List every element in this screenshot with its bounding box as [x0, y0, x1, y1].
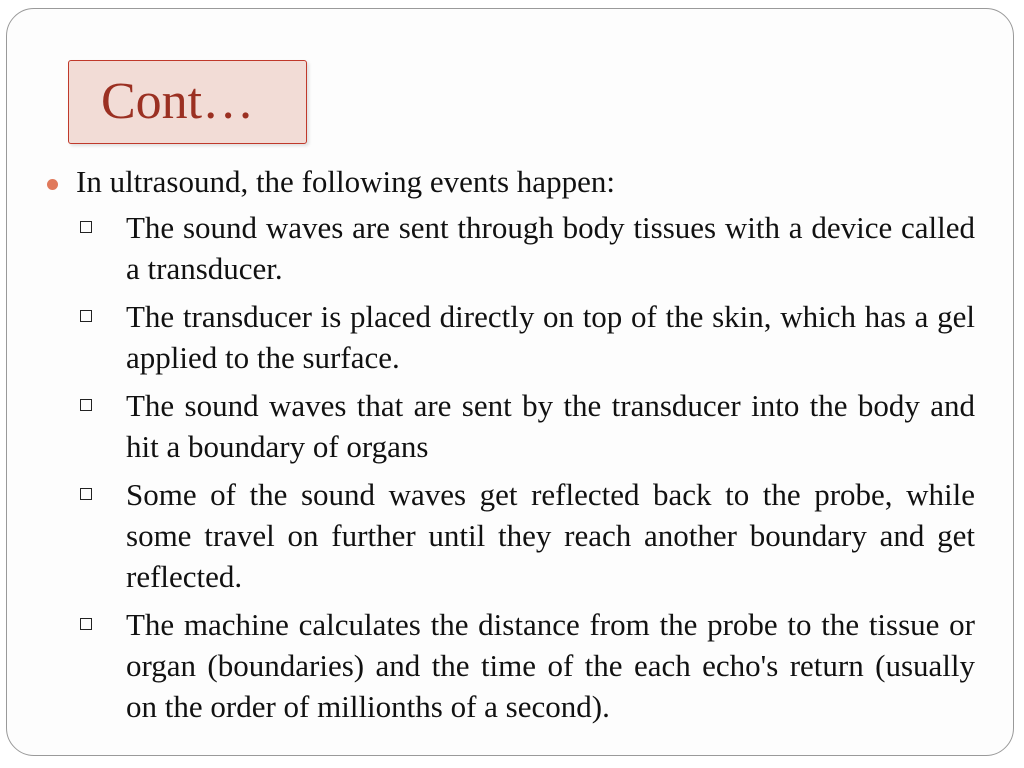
slide-title: Cont… [101, 73, 255, 130]
list-item [80, 296, 975, 378]
hollow-square-bullet-icon [80, 618, 92, 630]
list-item-text: The transducer is placed directly on top of the skin, which has a gel applied to the surface. [126, 299, 975, 375]
circle-bullet-icon [47, 179, 58, 190]
intro-text: In ultrasound, the following events happen: [76, 164, 615, 199]
hollow-square-bullet-icon [80, 488, 92, 500]
list-item-text: The sound waves that are sent by the transducer into the body and hit a boundary of organs [126, 388, 975, 464]
hollow-square-bullet-icon [80, 221, 92, 233]
list-item-text: The machine calculates the distance from the probe to the tissue or organ (boundaries) and the time of the each echo's return (usually on the order of millionths of a second). [126, 607, 975, 724]
list-item [80, 207, 975, 289]
title-box [68, 60, 307, 144]
list-item [80, 604, 975, 727]
list-item-text: Some of the sound waves get reflected back to the probe, while some travel on further until they reach another boundary and get reflected. [126, 477, 975, 594]
hollow-square-bullet-icon [80, 399, 92, 411]
sub-bullet-list [80, 207, 975, 734]
hollow-square-bullet-icon [80, 310, 92, 322]
list-item [80, 474, 975, 597]
list-item-text: The sound waves are sent through body tissues with a device called a transducer. [126, 210, 975, 286]
list-item [80, 385, 975, 467]
